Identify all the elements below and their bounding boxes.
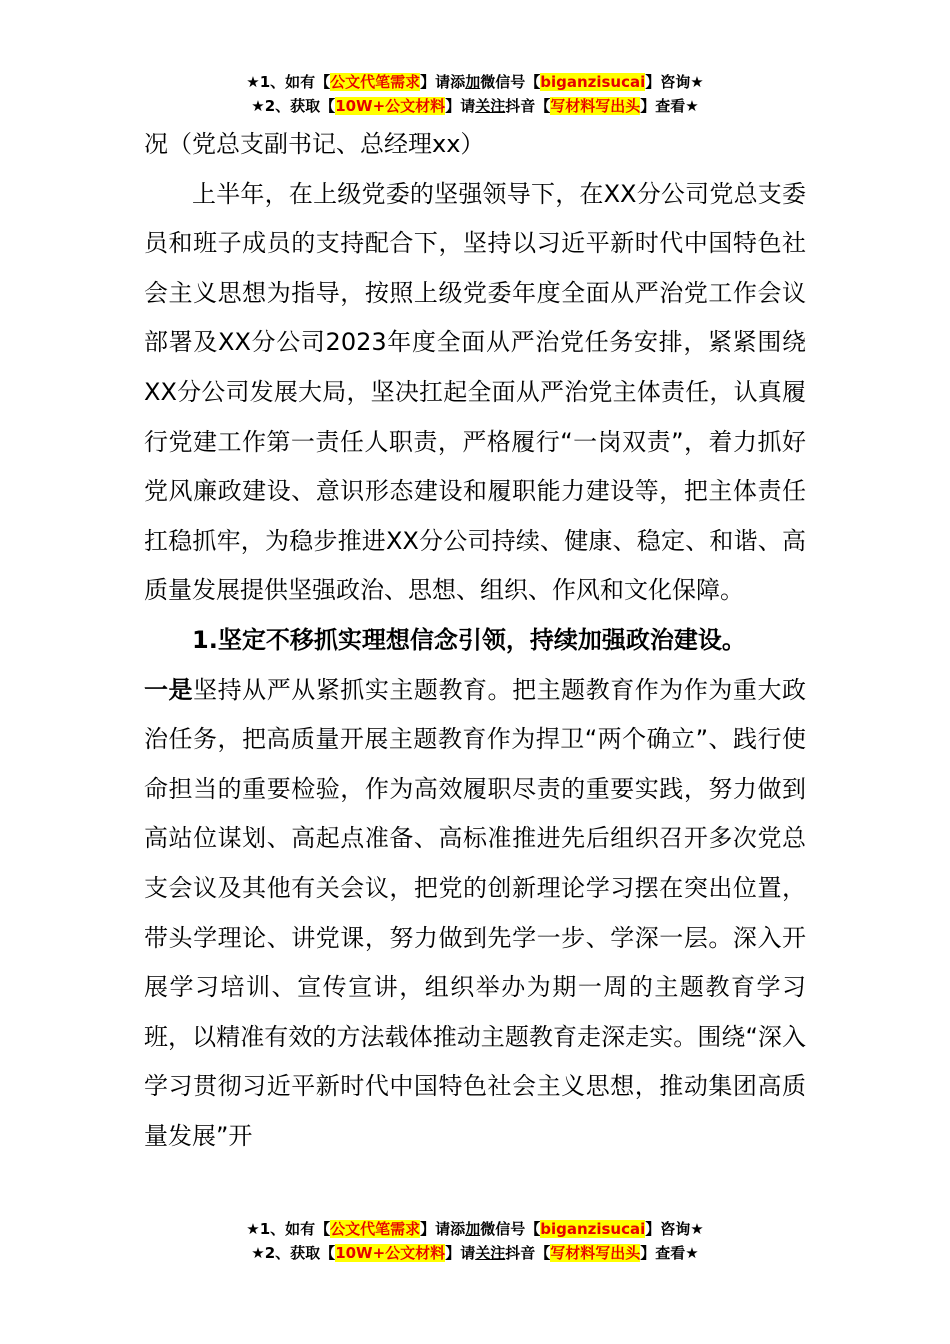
banner-douyin-name: 写材料写出头	[550, 97, 641, 115]
footer-banner	[0, 1217, 950, 1265]
body-paragraph	[144, 666, 806, 1162]
intro-paragraph: 上半年，在上级党委的坚强领导下，在XX分公司党总支委员和班子成员的支持配合下，坚持以习近平新时代中国特色社会主义思想为指导，按照上级党委年度全面从严治党工作会议部署及XX分公司2023年度全面从严治党任务安排，紧紧围绕XX分公司发展大局，坚决扛起全面从严治党主体责任，认真履行党建工作第一责任人职责，严格履行“一岗双责”，着力抓好党风廉政建设、意识形态建设和履职能力建设等，把主体责任扛稳抓牢，为稳步推进XX分公司持续、健康、稳定、和谐、高质量发展提供坚强政治、思想、组织、作风和文化保障。	[144, 179, 806, 605]
document-body	[144, 120, 806, 1161]
banner-line-1: ★1、如有【公文代笔需求】请添加微信号【biganzisucai】咨询★	[246, 1220, 704, 1238]
banner-line-2: ★2、获取【10W+公文材料】请关注抖音【写材料写出头】查看★	[251, 1244, 699, 1262]
banner-line-2: ★2、获取【10W+公文材料】请关注抖音【写材料写出头】查看★	[251, 97, 699, 115]
banner-douyin-name: 写材料写出头	[550, 1244, 641, 1262]
banner-line-1: ★1、如有【公文代笔需求】请添加微信号【biganzisucai】咨询★	[246, 73, 704, 91]
banner-wechat-id: biganzisucai	[540, 1220, 646, 1238]
banner-highlight: 10W+公文材料	[335, 1244, 446, 1262]
banner-wechat-id: biganzisucai	[540, 73, 646, 91]
section-heading: 1.坚定不移抓实理想信念引领，持续加强政治建设。	[192, 625, 746, 654]
title-tail: 况（党总支副书记、总经理xx）	[144, 130, 485, 158]
banner-highlight: 公文代笔需求	[330, 1220, 421, 1238]
paragraph-text: 坚持从严从紧抓实主题教育。把主题教育作为作为重大政治任务，把高质量开展主题教育作为捍卫“两个确立”、践行使命担当的重要检验，作为高效履职尽责的重要实践，努力做到高站位谋划、高起点准备、高标准推进先后组织召开多次党总支会议及其他有关会议，把党的创新理论学习摆在突出位置，带头学理论、讲党课，努力做到先学一步、学深一层。深入开展学习培训、宣传宣讲，组织举办为期一周的主题教育学习班，以精准有效的方法载体推动主题教育走深走实。围绕“深入学习贯彻习近平新时代中国特色社会主义思想，推动集团高质量发展”开	[144, 675, 806, 1150]
header-banner	[0, 70, 950, 118]
banner-highlight: 公文代笔需求	[330, 73, 421, 91]
paragraph-lead: 一是	[144, 675, 194, 704]
banner-highlight: 10W+公文材料	[335, 97, 446, 115]
